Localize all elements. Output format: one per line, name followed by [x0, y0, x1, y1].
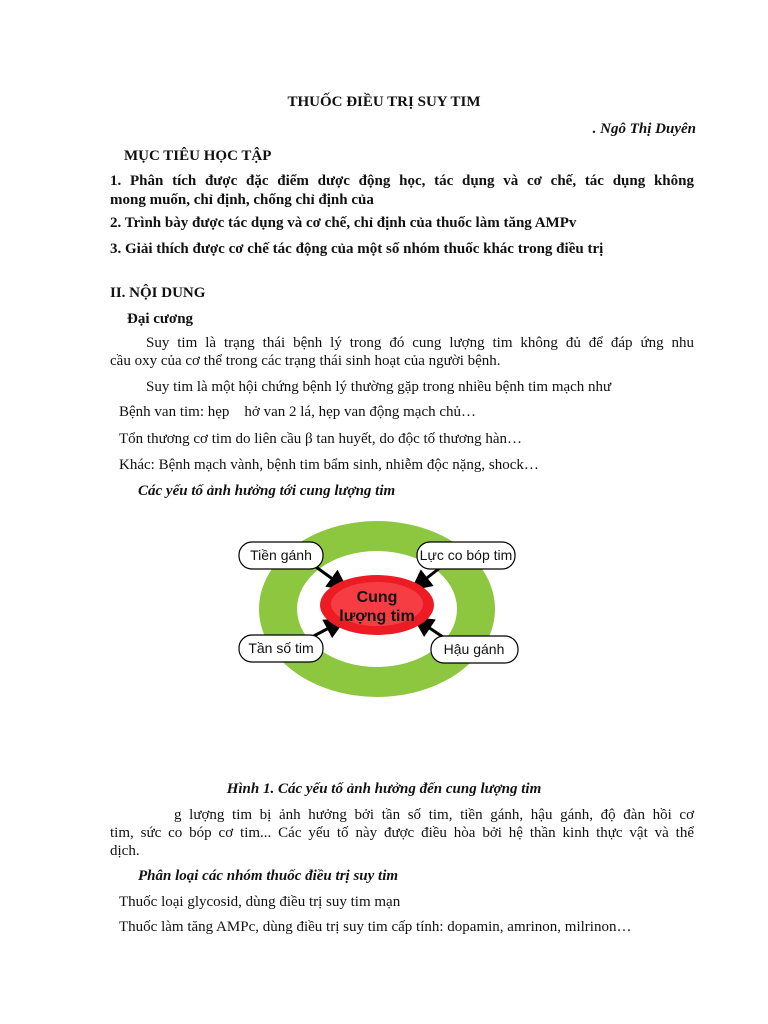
list-item-valve: Bệnh van tim: hẹp hở van 2 lá, hẹp van động mạch chủ… — [119, 404, 477, 420]
paragraph-3-line-3: dịch. — [110, 843, 140, 859]
box-heart-rate-label: Tần số tim — [248, 640, 314, 656]
factors-heading: Các yếu tố ảnh hưởng tới cung lượng tim — [138, 483, 396, 499]
box-contractility-label: Lực co bóp tim — [419, 547, 513, 563]
paragraph-1-line-1: Suy tim là trạng thái bệnh lý trong đó cung lượng tim không đủ để đáp ứng nhu — [146, 335, 694, 351]
figure-caption: Hình 1. Các yếu tố ảnh hưởng đến cung lượng tim — [226, 781, 542, 797]
paragraph-1-line-2: cầu oxy của cơ thể trong các trạng thái sinh hoạt của người bệnh. — [110, 353, 501, 369]
center-label-line-2: lượng tim — [339, 608, 415, 625]
list-item-glycoside: Thuốc loại glycosid, dùng điều trị suy tim mạn — [119, 894, 401, 910]
classification-heading: Phân loại các nhóm thuốc điều trị suy tim — [138, 868, 399, 884]
list-item-other: Khác: Bệnh mạch vành, bệnh tim bẩm sinh, nhiễm độc nặng, shock… — [119, 457, 539, 473]
objective-1-cont: mong muốn, chỉ định, chống chỉ định của — [110, 192, 374, 208]
paragraph-2: Suy tim là một hội chứng bệnh lý thường gặp trong nhiều bệnh tim mạch như — [146, 379, 612, 395]
objective-3: 3. Giải thích được cơ chế tác động của một số nhóm thuốc khác trong điều trị — [110, 241, 604, 257]
objectives-heading: MỤC TIÊU HỌC TẬP — [124, 148, 272, 164]
subsection-general: Đại cương — [127, 311, 194, 327]
author: . Ngô Thị Duyên — [592, 121, 696, 137]
list-item-ampc: Thuốc làm tăng AMPc, dùng điều trị suy tim cấp tính: dopamin, amrinon, milrinon… — [119, 919, 632, 935]
center-label-line-1: Cung — [356, 589, 398, 606]
section-heading: II. NỘI DUNG — [110, 285, 206, 301]
list-item-myocardial: Tổn thương cơ tim do liên cầu β tan huyết, do độc tố thương hàn… — [119, 431, 523, 447]
box-preload-label: Tiền gánh — [250, 547, 312, 563]
box-afterload-label: Hậu gánh — [443, 641, 505, 657]
paragraph-3-line-1: g lượng tim bị ảnh hưởng bởi tần số tim, tiền gánh, hậu gánh, độ đàn hồi cơ — [174, 807, 694, 823]
paragraph-3-line-2: tim, sức co bóp cơ tim... Các yếu tố này được điều hòa bởi hệ thần kinh thực vật và thể — [110, 825, 694, 841]
objective-1: 1. Phân tích được đặc điểm dược động học, tác dụng và cơ chế, tác dụng không — [110, 173, 694, 189]
objective-2: 2. Trình bày được tác dụng và cơ chế, chỉ định của thuốc làm tăng AMPv — [110, 215, 577, 231]
title: THUỐC ĐIỀU TRỊ SUY TIM — [287, 94, 481, 110]
